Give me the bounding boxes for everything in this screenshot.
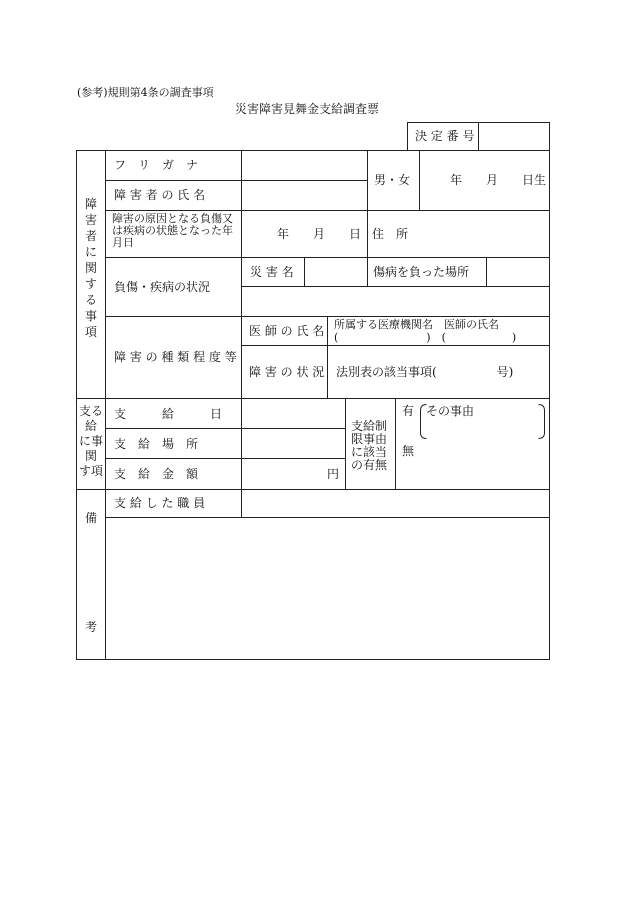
restriction-no-option[interactable]: 無 [402, 444, 415, 458]
form-title: 災害障害見舞金支給調査票 [235, 102, 380, 116]
schedule-item-field[interactable]: 法別表の該当事項( 号) [336, 365, 514, 379]
paying-staff-field[interactable] [243, 491, 548, 516]
furigana-label: フ リ ガ ナ [114, 158, 199, 172]
remarks-label-top: 備 [85, 511, 98, 525]
payment-place-label: 支 給 場 所 [114, 437, 199, 451]
remarks-label-bottom: 考 [85, 620, 98, 634]
payment-date-field[interactable] [243, 400, 344, 427]
payment-date-label: 支 給 日 [114, 407, 223, 421]
restriction-yes-option[interactable]: 有 [402, 404, 415, 418]
disaster-name-label: 災 害 名 [250, 265, 294, 279]
injury-condition-label: 負傷・疾病の状況 [114, 280, 211, 294]
disaster-name-field[interactable] [306, 259, 366, 285]
medical-institution-field[interactable]: ( ) ( ) [334, 331, 517, 344]
doctor-name-label: 医 師 の 氏 名 [249, 324, 325, 338]
restriction-label: 支給制 限事由 に該当 の有無 [351, 419, 388, 472]
decision-number-label: 決 定 番 号 [415, 129, 475, 143]
cause-date-value[interactable]: 年 月 日 [277, 227, 362, 241]
furigana-field[interactable] [243, 152, 366, 179]
payment-amount-field[interactable] [243, 460, 323, 487]
injured-name-field[interactable] [243, 182, 366, 209]
sex-options[interactable]: 男・女 [374, 173, 411, 187]
injured-person-section-label: 障 害 者 に 関 す る 事 項 [84, 197, 97, 339]
payment-place-field[interactable] [243, 430, 344, 457]
disability-status-label: 障 害 の 状 況 [249, 365, 325, 379]
birthdate-label: 年 月 日生 [450, 173, 547, 187]
address-label: 住 所 [372, 227, 409, 241]
injury-condition-field[interactable] [243, 288, 548, 315]
cause-date-label: 障害の原因となる負傷又は疾病の状態となった年月日 [112, 212, 233, 249]
address-field[interactable] [420, 212, 548, 256]
medical-institution-label: 所属する医療機関名 医師の氏名 [334, 318, 499, 331]
payment-section-label: 支る 給 に事 関 す項 [78, 404, 103, 478]
disability-level-label: 障 害 の 種 類 程 度 等 [114, 350, 237, 364]
restriction-reason-field[interactable] [427, 420, 537, 437]
decision-number-field[interactable] [480, 124, 548, 149]
restriction-reason-label: その事由 [426, 404, 475, 418]
payment-amount-label: 支 給 金 額 [114, 467, 199, 481]
paying-staff-label: 支 給 し た 職 員 [114, 496, 206, 510]
reference-note: (参考)規則第4条の調査事項 [77, 86, 214, 99]
injured-name-label: 障 害 者 の 氏 名 [114, 188, 206, 202]
injury-place-label: 傷病を負った場所 [373, 265, 470, 279]
yen-unit: 円 [327, 467, 340, 481]
remarks-field[interactable] [107, 519, 548, 658]
